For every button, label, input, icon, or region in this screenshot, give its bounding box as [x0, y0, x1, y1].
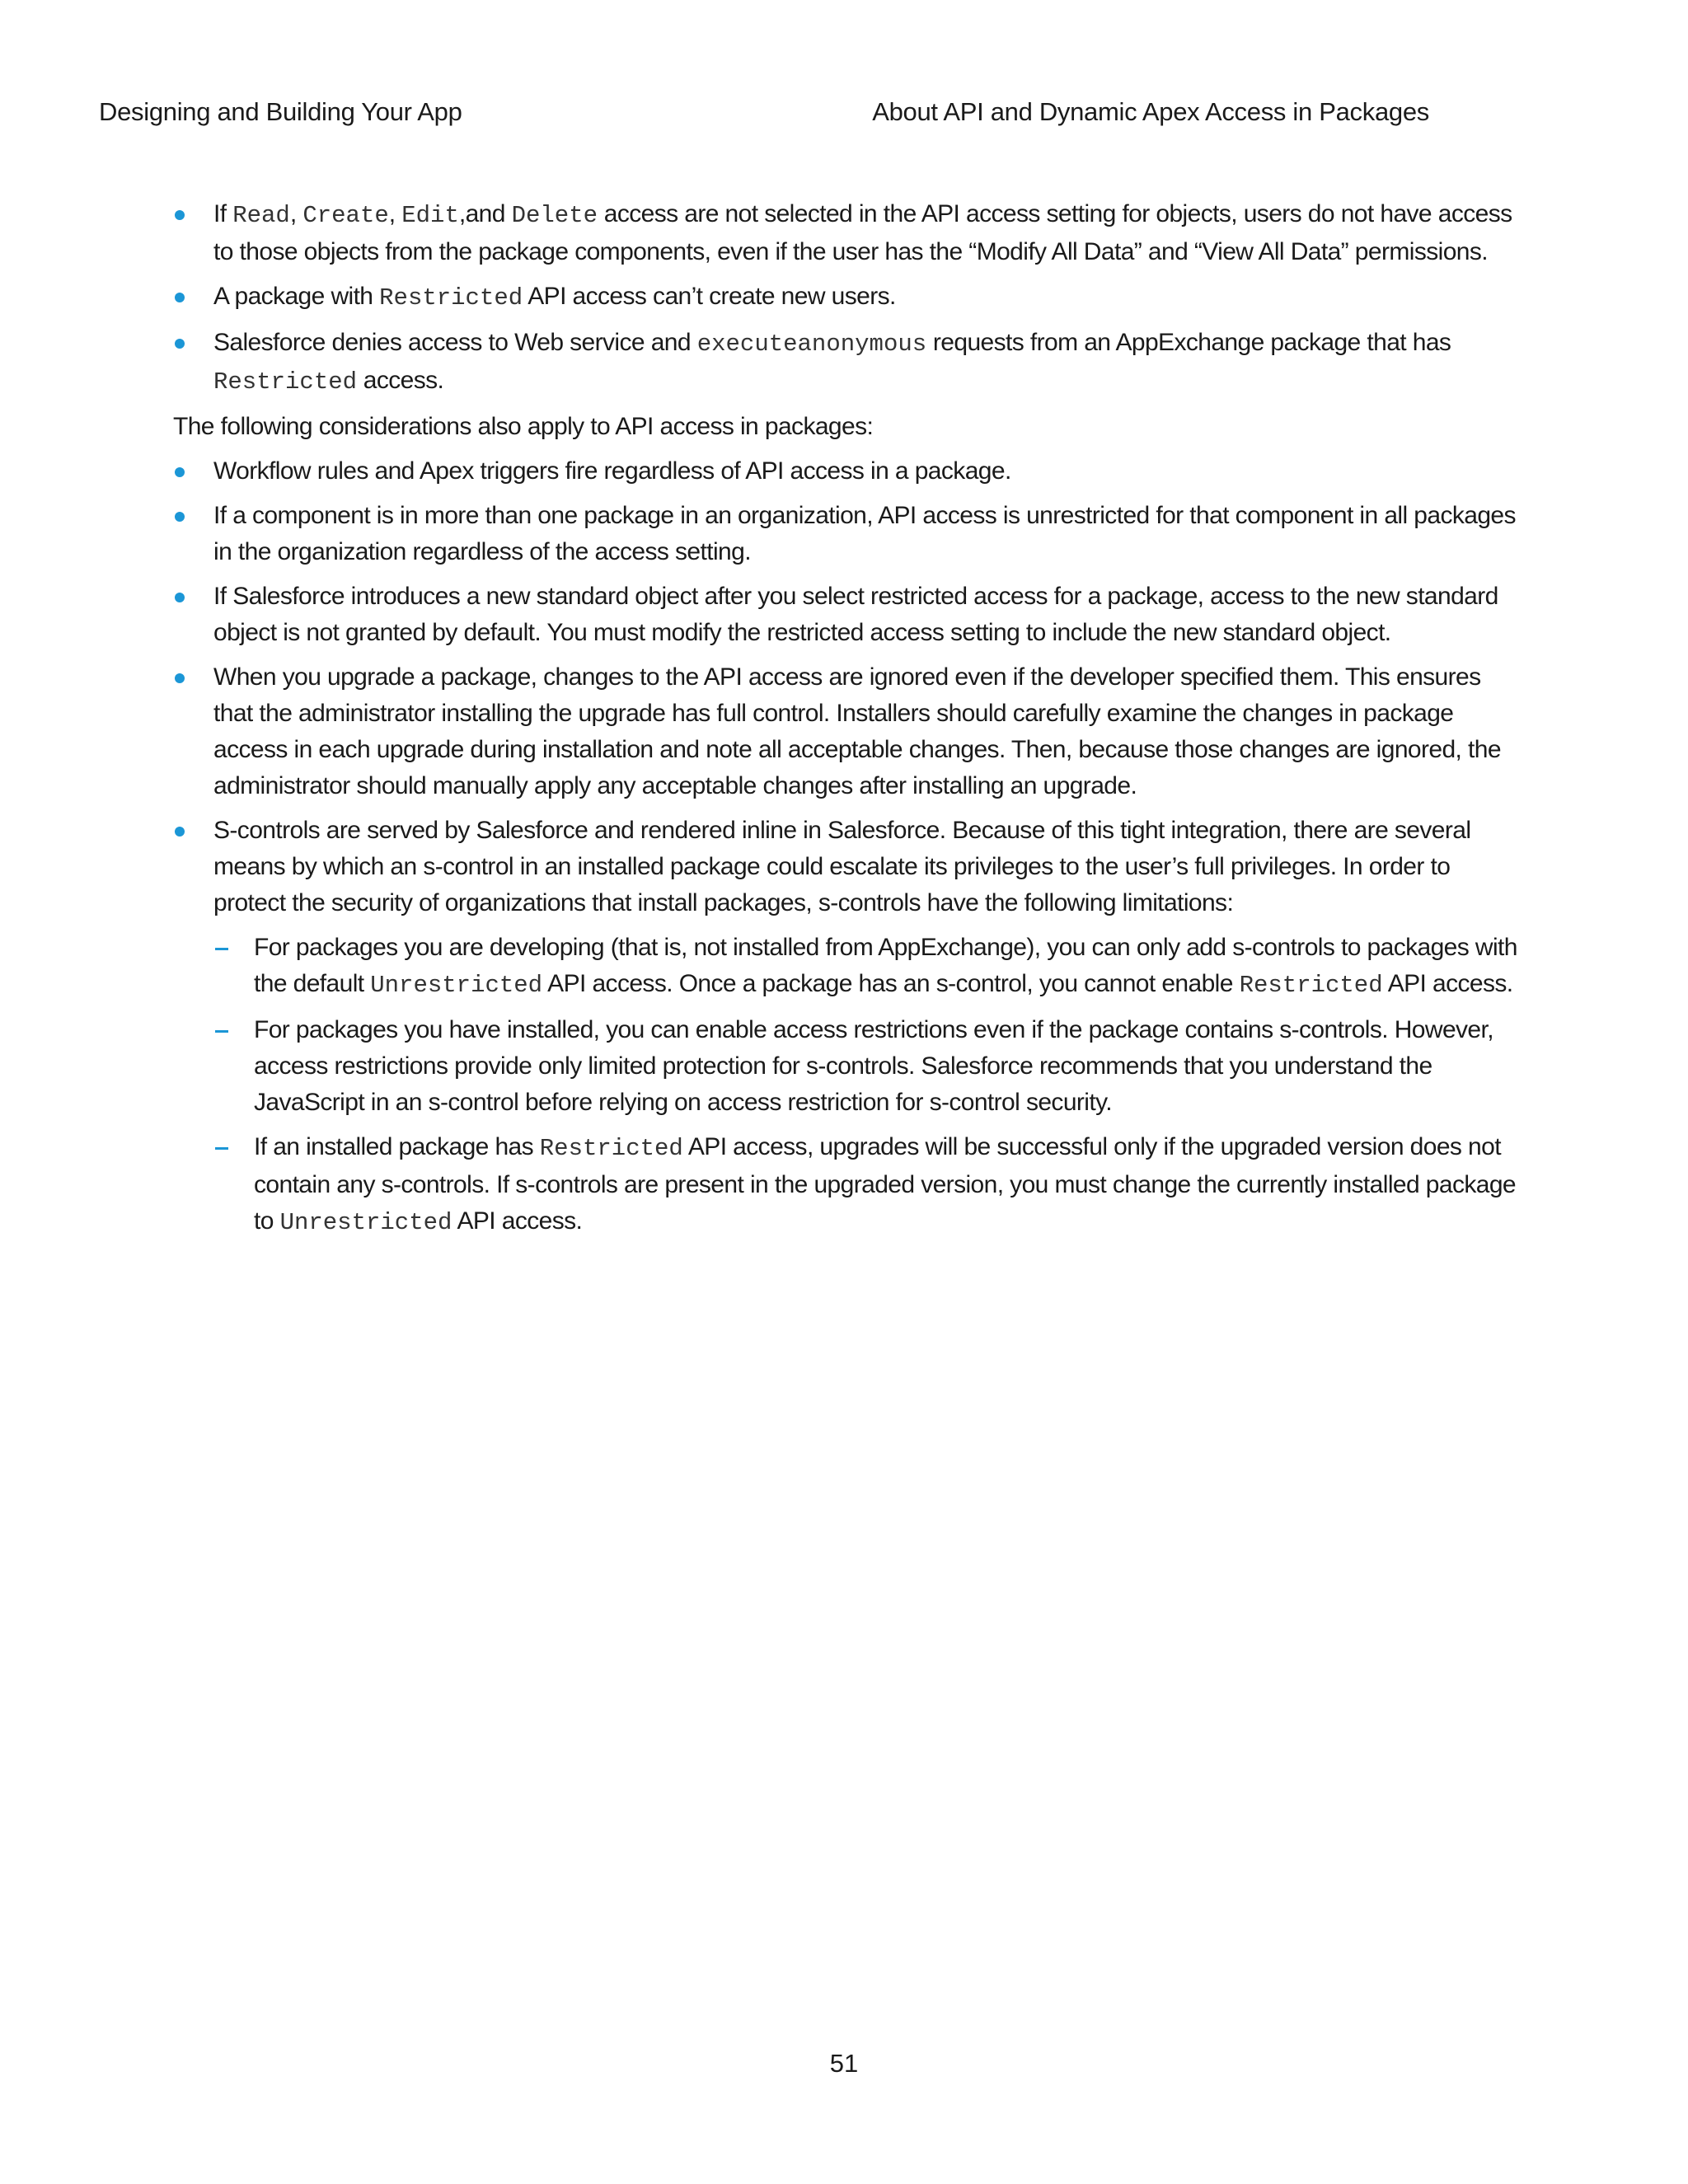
text-run: ,	[388, 200, 402, 227]
code-create: Create	[302, 202, 389, 229]
code-unrestricted: Unrestricted	[370, 972, 543, 999]
page-number: 51	[829, 2049, 859, 2078]
page-header	[99, 97, 1589, 134]
text-run: access are not selected in the API access setting for objects, users do not have access to those objects from the package components, even if the user has the “Modify All Data” and “View All Data” permissions.	[213, 200, 1512, 265]
text-run: API access. Once a package has an s-control, you cannot enable	[542, 970, 1240, 997]
text-run: requests from an AppExchange package that has	[926, 329, 1451, 356]
text-run: API access.	[1382, 970, 1513, 997]
text-run: Salesforce denies access to Web service and	[213, 329, 697, 356]
considerations-intro: The following considerations also apply to API access in packages:	[173, 413, 874, 440]
code-read: Read	[232, 202, 290, 229]
list-item-text: Workflow rules and Apex triggers fire regardless of API access in a package.	[213, 457, 1011, 485]
section-title: About API and Dynamic Apex Access in Packages	[872, 97, 1429, 126]
bullet-icon	[175, 593, 185, 602]
list-item	[173, 659, 1525, 804]
bullet-icon	[175, 293, 185, 302]
text-run: For packages you are developing (that is, not installed from AppExchange), you can only add s-controls to packages with the default	[254, 934, 1517, 997]
chapter-title: Designing and Building Your App	[99, 97, 462, 126]
list-item	[173, 453, 1525, 490]
sub-list-item-text: For packages you have installed, you can enable access restrictions even if the package contains s-controls. However, access restrictions provide only limited protection for s-controls. Salesforce recommends that you understand the JavaScript in an s-control before relying on access restriction for s-control security.	[254, 1016, 1493, 1116]
sub-list-item	[213, 1012, 1525, 1121]
list-item	[173, 279, 1525, 316]
page-content	[173, 196, 1525, 1249]
text-run: If an installed package has	[254, 1133, 540, 1160]
dash-icon	[215, 948, 228, 950]
bullet-icon	[175, 339, 185, 349]
sub-list-item	[213, 930, 1525, 1004]
list-item	[173, 325, 1525, 401]
code-delete: Delete	[511, 202, 598, 229]
list-item-text: S-controls are served by Salesforce and rendered inline in Salesforce. Because of this tight integration, there are several means by which an s-control in an installed package could escalate its privileges to the user’s full privileges. In order to protect the security of organizations that install packages, s-controls have the following limitations:	[213, 817, 1471, 916]
list-item-text: If a component is in more than one package in an organization, API access is unrestricted for that component in all packages in the organization regardless of the access setting.	[213, 502, 1516, 565]
code-restricted: Restricted	[379, 284, 523, 312]
code-restricted: Restricted	[1239, 972, 1383, 999]
code-restricted: Restricted	[213, 368, 358, 396]
list-item-text: If Salesforce introduces a new standard object after you select restricted access for a package, access to the new standard object is not granted by default. You must modify the restricted access setting to include the new standard object.	[213, 583, 1498, 646]
bullet-icon	[175, 467, 185, 477]
list-item	[173, 579, 1525, 651]
text-run: API access can’t create new users.	[523, 283, 896, 310]
considerations-bullet-list	[173, 453, 1525, 1241]
text-run: API access.	[452, 1207, 583, 1235]
s-control-limitations-list	[213, 930, 1525, 1241]
code-edit: Edit	[401, 202, 459, 229]
list-item-text: When you upgrade a package, changes to the API access are ignored even if the developer specified them. This ensures that the administrator installing the upgrade has full control. Installers should carefully examine the changes in package access in each upgrade during installation and note all acceptable changes. Then, because those changes are ignored, the administrator should manually apply any acceptable changes after installing an upgrade.	[213, 663, 1501, 799]
text-run: API access, upgrades will be successful only if the upgraded version does not contain any s-controls. If s-controls are present in the upgraded version, you must change the currently installed package to	[254, 1133, 1517, 1235]
text-run: If	[213, 200, 233, 227]
code-unrestricted: Unrestricted	[279, 1209, 452, 1236]
bullet-icon	[175, 512, 185, 522]
access-bullet-list	[173, 196, 1525, 401]
text-run: ,and	[458, 200, 512, 227]
list-item	[173, 498, 1525, 570]
list-item	[173, 196, 1525, 270]
text-run: A package with	[213, 283, 380, 310]
bullet-icon	[175, 210, 185, 220]
dash-icon	[215, 1147, 228, 1150]
list-item	[173, 813, 1525, 1241]
dash-icon	[215, 1030, 228, 1033]
bullet-icon	[175, 673, 185, 683]
text-run: ,	[289, 200, 303, 227]
code-executeanonymous: executeanonymous	[696, 330, 927, 358]
sub-list-item	[213, 1129, 1525, 1241]
bullet-icon	[175, 827, 185, 837]
text-run: access.	[357, 367, 444, 394]
code-restricted: Restricted	[539, 1135, 683, 1162]
